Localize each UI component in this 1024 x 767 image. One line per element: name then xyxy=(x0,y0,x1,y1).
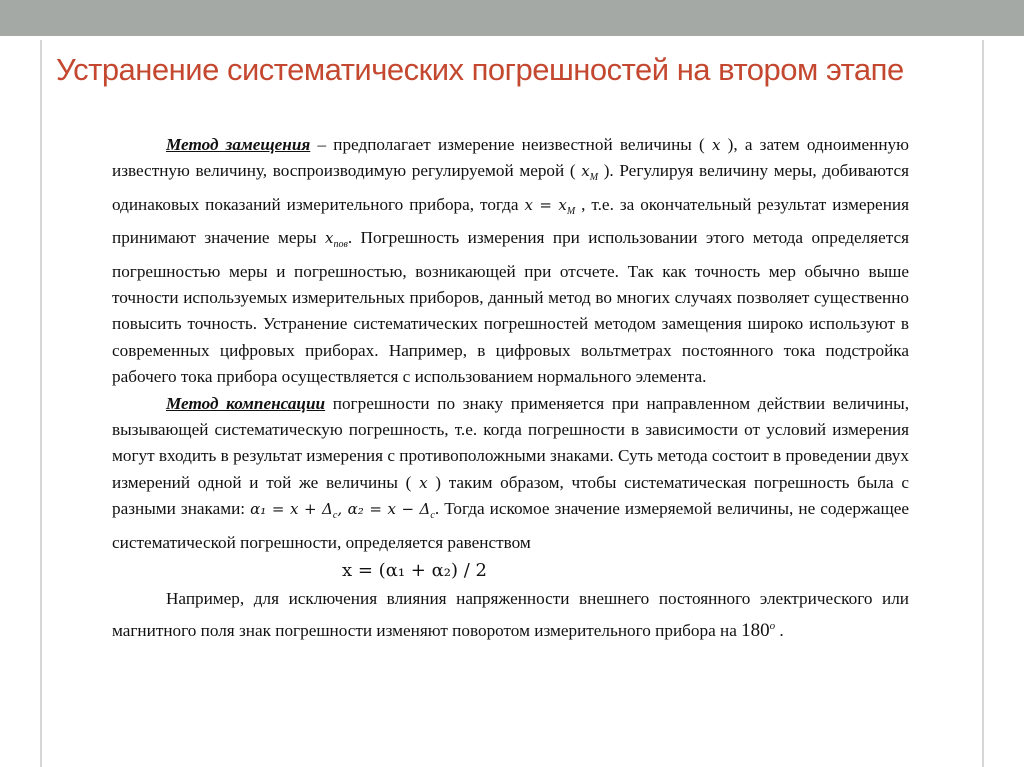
formula-average: x = (α₁ + α₂) / 2 xyxy=(342,560,487,582)
paragraph-compensation-method: Метод компенсации погрешности по знаку применяется при направленном действии величины, вызывающей систематическую погрешность, т.е. когда погрешности в зависимости от условий измерения могут входить в результат измерения с противоположными знаками. Суть метода состоит в проведении двух измерений одной и той же величины ( x ) таким образом, чтобы систематическая погрешность была с разными знаками: $\alpha_1 = x + \Delta_c$, $\alpha_2 = x - \Delta_c$. Тогда искомое значение измеряемой величины, не содержащее систематической погрешности, определяется равенством xyxy=(112,393,909,552)
slide-title: Устранение систематических погрешностей на втором этапе xyxy=(56,52,904,87)
slide-top-bar xyxy=(0,0,1024,36)
slide-left-border xyxy=(40,40,42,767)
slide-right-border xyxy=(982,40,984,767)
slide-body xyxy=(112,132,909,644)
term-substitution: Метод замещения xyxy=(166,135,311,154)
paragraph-substitution-method: Метод замещения – предполагает измерение неизвестной величины ( x ), а затем одноименную известную величину, воспроизводимую регулируемой мерой ( $x_М$ ). Регулируя величину меры, добиваются одинаковых показаний измерительного прибора, тогда $x = x_М$ , т.е. за окончательный результат измерения принимают значение меры $x_{пов}$. Погрешность измерения при использовании этого метода определяется погрешностью меры и погрешностью, возникающей при отсчете. Так как точность мер обычно выше точности используемых измерительных приборов, данный метод во многих случаях позволяет существенно повысить точность. Устранение систематических погрешностей методом замещения широко используют в современных цифровых приборах. Например, в цифровых вольтметрах постоянного тока подстройка рабочего тока прибора осуществляется с использованием нормального элемента. xyxy=(112,135,910,387)
term-compensation: Метод компенсации xyxy=(166,393,326,413)
paragraph-rotation-example: Например, для исключения влияния напряженности внешнего постоянного электрического или магнитного поля знак погрешности изменяют поворотом измерительного прибора на 180$^o$ . xyxy=(112,589,909,641)
